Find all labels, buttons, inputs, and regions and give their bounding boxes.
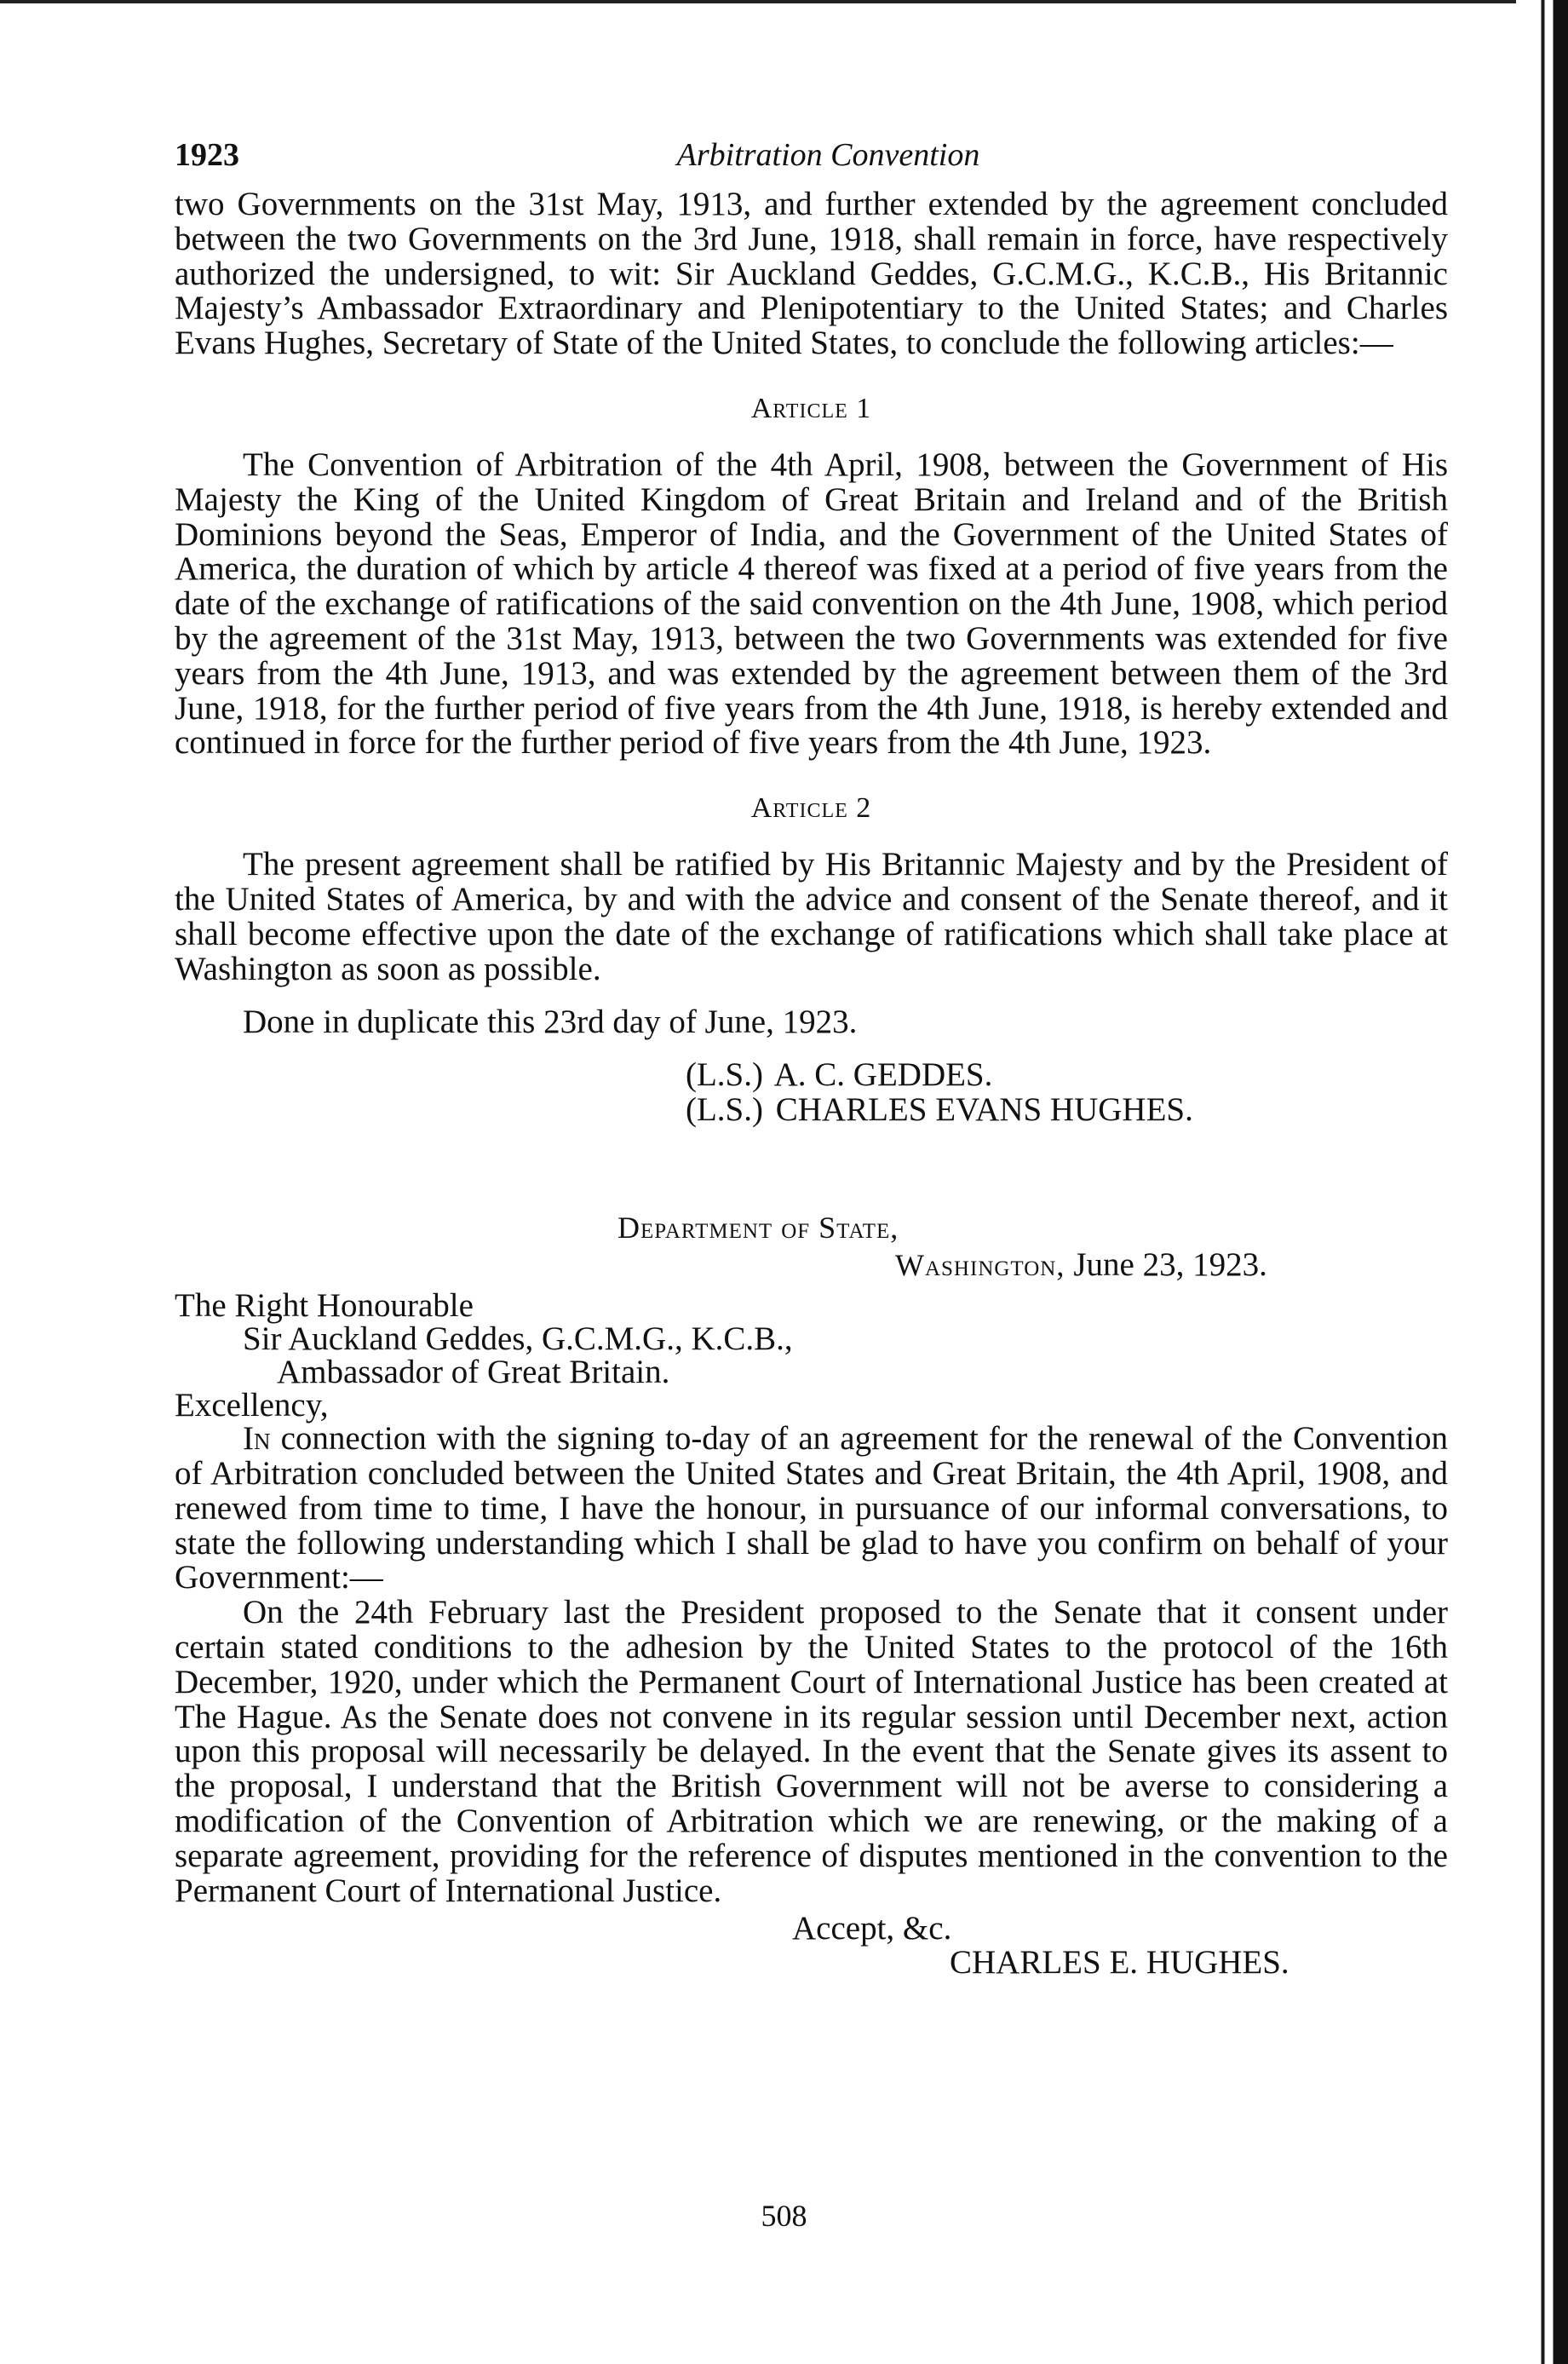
salutation: Excellency, [175, 1387, 329, 1424]
header-year: 1923 [175, 137, 239, 173]
running-header [175, 136, 1448, 187]
article-2-text: The present agreement shall be ratified by His Britannic Majesty and by the President of the United States of America, by and with the advice and consent of the Senate thereof, and it shall become effective upon the date of the exchange of ratifications which shall take place at Washington as soon as possible. [175, 846, 1448, 987]
department-name: Department of State, [617, 1211, 899, 1245]
signatory-name: A. C. GEDDES. [773, 1056, 993, 1094]
header-title: Arbitration Convention [676, 137, 980, 173]
seal-mark: (L.S.) [686, 1056, 763, 1094]
letter-paragraph-1 [175, 1422, 1448, 1596]
page-number: 508 [761, 2199, 807, 2233]
paragraph-text: connection with the signing to-day of an agreement for the renewal of the Convention of Arbitration concluded between the United States and Great Britain, the 4th April, 1908, and renewed from time to time, I have the honour, in pursuance of our informal conversations, to state the following understanding which I shall be glad to have you confirm on behalf of your Government:— [175, 1420, 1448, 1596]
letter-heading [175, 1209, 1448, 1284]
intro-paragraph: two Governments on the 31st May, 1913, and further extended by the agreement concluded between the two Governments on the 3rd June, 1918, shall remain in force, have respectively authorized the undersigned, to wit: Sir Auckland Geddes, G.C.M.G., K.C.B., His Britannic Majesty’s Ambassador Extraordinary and Plenipotentiary to the United States; and Charles Evans Hughes, Secretary of State of the United States, to conclude the following articles:— [175, 186, 1448, 362]
addressee-line: Sir Auckland Geddes, G.C.M.G., K.C.B., [243, 1320, 793, 1358]
page-edge-binding [1532, 0, 1568, 2364]
signature-block [686, 1057, 1448, 1127]
article-2-heading: Article 2 [750, 792, 872, 825]
place-date-line [895, 1246, 1448, 1284]
signature-line [686, 1057, 1448, 1092]
closing: Accept, &c. [792, 1910, 952, 1947]
signatory-name: CHARLES EVANS HUGHES. [775, 1091, 1193, 1129]
letter-date: June 23, 1923. [1073, 1246, 1267, 1284]
article-1-heading: Article 1 [750, 392, 872, 424]
addressee-block [175, 1289, 1448, 1422]
place-name: Washington, [895, 1248, 1065, 1283]
addressee-line: The Right Honourable [175, 1287, 474, 1325]
article-1-text: The Convention of Arbitration of the 4th April, 1908, between the Government of His Majesty the King of the United Kingdom of Great Britain and Ireland and of the British Dominions beyond the Seas, Emperor of India, and the Government of the United States of America, the duration of which by article 4 thereof was fixed at a period of five years from the date of the exchange of ratifications of the said convention on the 4th June, 1908, which period by the agreement of the 31st May, 1913, between the two Governments was extended for five years from the 4th June, 1913, and was extended by the agreement between them of the 3rd June, 1918, for the further period of five years from the 4th June, 1918, is hereby extended and continued in force for the further period of five years from the 4th June, 1923. [175, 446, 1448, 762]
letter-paragraph-2: On the 24th February last the President proposed to the Senate that it consent under certain stated conditions to the adhesion by the United States to the protocol of the 16th December, 1920, under which the Permanent Court of International Justice has been created at The Hague. As the Senate does not convene in its regular session until December next, action upon this proposal will necessarily be delayed. In the event that the Senate gives its assent to the proposal, I understand that the British Government will not be averse to considering a modification of the Convention of Arbitration which we are renewing, or the making of a separate agreement, providing for the reference of disputes mentioned in the convention to the Permanent Court of International Justice. [175, 1594, 1448, 1909]
lead-word: In [243, 1420, 271, 1458]
letter-signer: CHARLES E. HUGHES. [950, 1944, 1289, 1982]
seal-mark: (L.S.) [686, 1091, 763, 1129]
signature-line [686, 1092, 1448, 1127]
addressee-line: Ambassador of Great Britain. [277, 1354, 670, 1391]
document-page [175, 136, 1448, 1980]
done-in-duplicate: Done in duplicate this 23rd day of June, 1923. [243, 1004, 858, 1041]
top-rule [0, 0, 1516, 3]
